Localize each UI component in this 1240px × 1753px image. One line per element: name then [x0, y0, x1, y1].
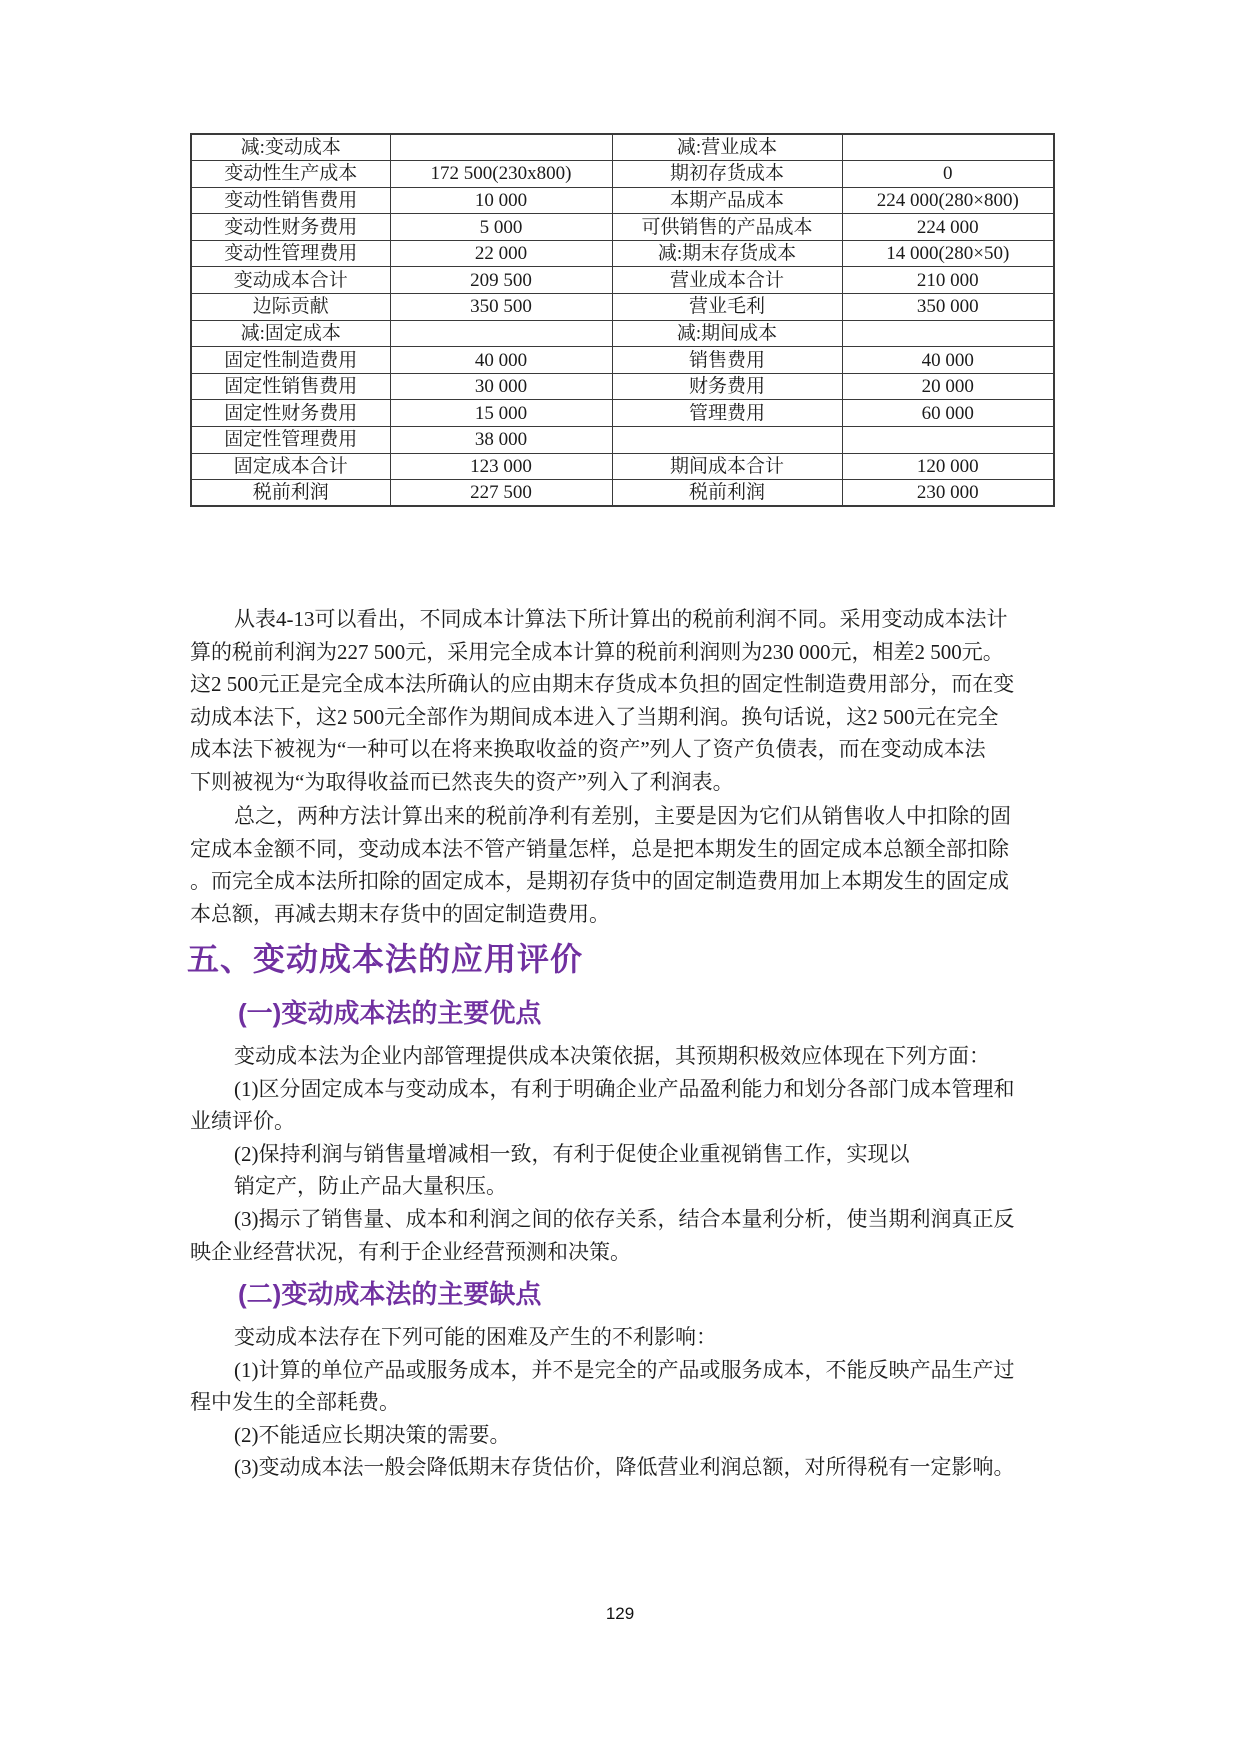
table-cell: [842, 427, 1054, 454]
table-cell: 123 000: [390, 453, 612, 480]
table-cell: 减:固定成本: [191, 320, 390, 347]
table-cell: 10 000: [390, 187, 612, 214]
analysis-paragraph-2: [190, 800, 1110, 930]
table-cell: 350 500: [390, 294, 612, 321]
section-heading: 五、变动成本法的应用评价: [187, 941, 584, 977]
text-line: 从表4-13可以看出，不同成本计算法下所计算出的税前利润不同。采用变动成本法计: [234, 607, 1008, 631]
disadvantages-subheading: (二)变动成本法的主要缺点: [238, 1279, 542, 1309]
table-row: [191, 373, 1054, 400]
text-line: 变动成本法为企业内部管理提供成本决策依据，其预期积极效应体现在下列方面：: [234, 1044, 990, 1068]
table-cell: 财务费用: [612, 373, 842, 400]
table-cell: 固定性管理费用: [191, 427, 390, 454]
advantages-subheading: (一)变动成本法的主要优点: [238, 998, 542, 1028]
table-cell: 变动性财务费用: [191, 214, 390, 241]
disadvantages-text: [190, 1321, 1110, 1484]
table-cell: 管理费用: [612, 400, 842, 427]
table-cell: 14 000(280×50): [842, 240, 1054, 267]
table-cell: 30 000: [390, 373, 612, 400]
table-cell: 38 000: [390, 427, 612, 454]
table-cell: [612, 427, 842, 454]
text-line: 总之，两种方法计算出来的税前净利有差别，主要是因为它们从销售收人中扣除的固: [234, 804, 1011, 828]
table-cell: [842, 320, 1054, 347]
table-row: [191, 134, 1054, 161]
table-cell: 224 000: [842, 214, 1054, 241]
table-cell: 销售费用: [612, 347, 842, 374]
table-cell: [390, 134, 612, 161]
table-row: [191, 400, 1054, 427]
advantages-text: [190, 1040, 1110, 1268]
table-row: [191, 214, 1054, 241]
table-cell: 210 000: [842, 267, 1054, 294]
table-cell: 固定性制造费用: [191, 347, 390, 374]
table-cell: 固定成本合计: [191, 453, 390, 480]
table-cell: 120 000: [842, 453, 1054, 480]
table-cell: 变动性销售费用: [191, 187, 390, 214]
text-line: 算的税前利润为227 500元，采用完全成本计算的税前利润则为230 000元，相差2 500元。: [190, 639, 1004, 664]
table-row: [191, 294, 1054, 321]
table-cell: 减:营业成本: [612, 134, 842, 161]
text-line: 成本法下被视为“一种可以在将来换取收益的资产”列人了资产负债表，而在变动成本法: [190, 737, 986, 762]
text-line: 动成本法下，这2 500元全部作为期间成本进入了当期利润。换句话说，这2 500元在完全: [190, 704, 999, 729]
text-line: 销定产，防止产品大量积压。: [234, 1174, 507, 1199]
table-row: [191, 427, 1054, 454]
text-line: 下则被视为“为取得收益而已然丧失的资产”列入了利润表。: [190, 769, 734, 794]
table-cell: 172 500(230x800): [390, 161, 612, 188]
text-line: 这2 500元正是完全成本法所确认的应由期末存货成本负担的固定性制造费用部分，而在变: [190, 672, 1015, 697]
table-cell: 减:变动成本: [191, 134, 390, 161]
table-row: [191, 267, 1054, 294]
text-line: 映企业经营状况，有利于企业经营预测和决策。: [190, 1239, 631, 1264]
table-cell: 减:期末存货成本: [612, 240, 842, 267]
table-cell: 22 000: [390, 240, 612, 267]
table-cell: 15 000: [390, 400, 612, 427]
table-cell: 税前利润: [612, 480, 842, 507]
comparison-table-body: [191, 134, 1054, 506]
text-line: 定成本金额不同，变动成本法不管产销量怎样，总是把本期发生的固定成本总额全部扣除: [190, 836, 1009, 861]
table-cell: 40 000: [390, 347, 612, 374]
text-line: (2)保持利润与销售量增减相一致，有利于促使企业重视销售工作，实现以: [234, 1141, 910, 1166]
table-cell: 减:期间成本: [612, 320, 842, 347]
table-cell: 209 500: [390, 267, 612, 294]
table-cell: 变动性管理费用: [191, 240, 390, 267]
table-row: [191, 161, 1054, 188]
table-cell: 227 500: [390, 480, 612, 507]
table-row: [191, 347, 1054, 374]
table-cell: 固定性财务费用: [191, 400, 390, 427]
analysis-paragraph-1: [190, 603, 1110, 799]
table-cell: 变动成本合计: [191, 267, 390, 294]
table-cell: 变动性生产成本: [191, 161, 390, 188]
text-line: 业绩评价。: [190, 1109, 295, 1134]
table-cell: 本期产品成本: [612, 187, 842, 214]
table-cell: 230 000: [842, 480, 1054, 507]
table-cell: 5 000: [390, 214, 612, 241]
table-cell: [390, 320, 612, 347]
table-cell: 0: [842, 161, 1054, 188]
table-cell: 60 000: [842, 400, 1054, 427]
table-row: [191, 453, 1054, 480]
table-cell: 350 000: [842, 294, 1054, 321]
text-line: 变动成本法存在下列可能的困难及产生的不利影响：: [234, 1325, 717, 1349]
table-row: [191, 480, 1054, 507]
table-cell: 224 000(280×800): [842, 187, 1054, 214]
table-row: [191, 240, 1054, 267]
table-cell: [842, 134, 1054, 161]
text-line: (2)不能适应长期决策的需要。: [234, 1422, 511, 1447]
table-cell: 营业毛利: [612, 294, 842, 321]
table-cell: 期初存货成本: [612, 161, 842, 188]
table-row: [191, 320, 1054, 347]
text-line: (3)揭示了销售量、成本和利润之间的依存关系，结合本量利分析，使当期利润真正反: [234, 1206, 1015, 1231]
text-line: (3)变动成本法一般会降低期末存货估价，降低营业利润总额，对所得税有一定影响。: [234, 1455, 1015, 1480]
table-cell: 固定性销售费用: [191, 373, 390, 400]
table-cell: 营业成本合计: [612, 267, 842, 294]
table-cell: 边际贡献: [191, 294, 390, 321]
table-cell: 期间成本合计: [612, 453, 842, 480]
table-cell: 20 000: [842, 373, 1054, 400]
table-row: [191, 187, 1054, 214]
text-line: 。而完全成本法所扣除的固定成本，是期初存货中的固定制造费用加上本期发生的固定成: [190, 869, 1009, 894]
table-cell: 40 000: [842, 347, 1054, 374]
text-line: 程中发生的全部耗费。: [190, 1390, 400, 1415]
text-line: (1)计算的单位产品或服务成本，并不是完全的产品或服务成本，不能反映产品生产过: [234, 1357, 1015, 1382]
table-cell: 可供销售的产品成本: [612, 214, 842, 241]
cost-method-comparison-table: [190, 133, 1055, 507]
text-line: 本总额，再减去期末存货中的固定制造费用。: [190, 901, 610, 926]
table-cell: 税前利润: [191, 480, 390, 507]
text-line: (1)区分固定成本与变动成本，有利于明确企业产品盈利能力和划分各部门成本管理和: [234, 1076, 1015, 1101]
page-number: 129: [605, 1604, 635, 1623]
